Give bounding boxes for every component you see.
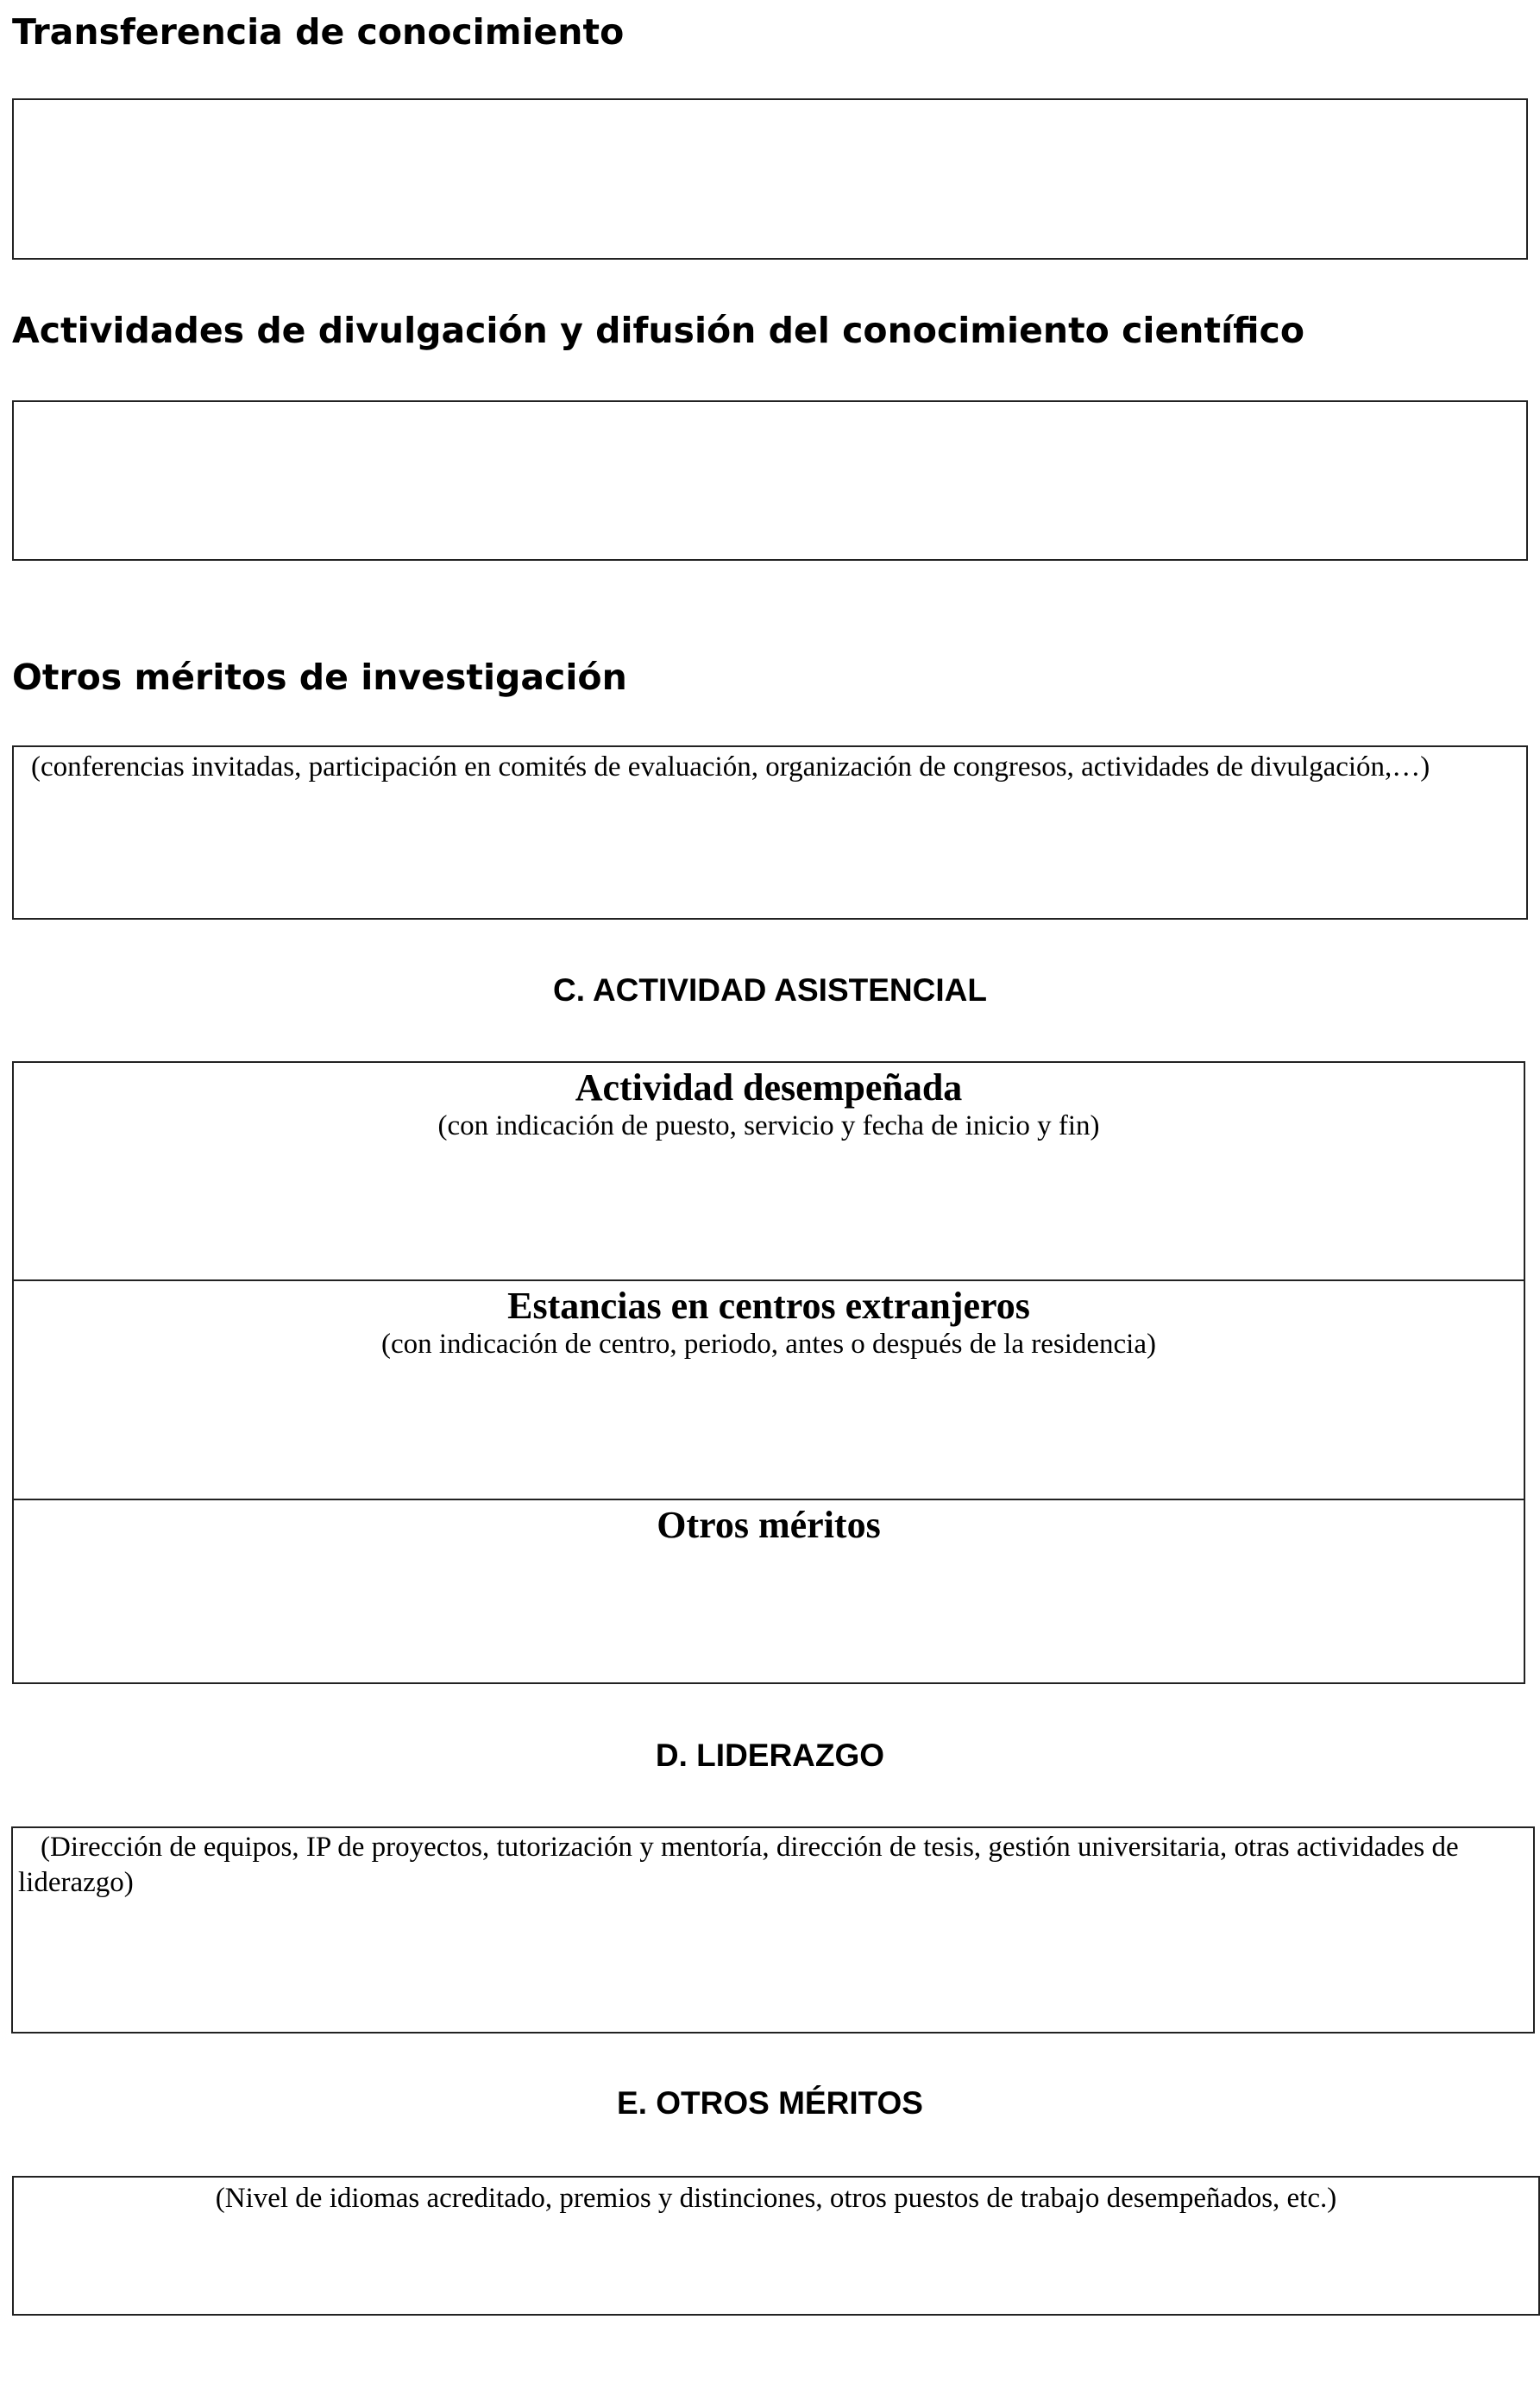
row-title: Actividad desempeñada (575, 1066, 963, 1109)
row-subtitle: (con indicación de centro, periodo, antes o después de la residencia) (381, 1329, 1156, 1360)
heading-divulgacion: Actividades de divulgación y difusión del conocimiento científico (12, 310, 1304, 351)
actividad-asistencial-table (12, 1061, 1525, 1684)
row-subtitle: (con indicación de puesto, servicio y fecha de inicio y fin) (437, 1110, 1100, 1141)
otros-meritos-investigacion-field[interactable] (12, 745, 1528, 920)
divulgacion-field[interactable] (12, 400, 1528, 561)
row-title: Estancias en centros extranjeros (507, 1285, 1030, 1327)
row-otros-meritos[interactable] (14, 1500, 1524, 1682)
row-actividad-desempenada[interactable] (14, 1063, 1524, 1281)
heading-liderazgo: D. LIDERAZGO (655, 1738, 885, 1773)
transferencia-field[interactable] (12, 98, 1528, 260)
heading-actividad-asistencial: C. ACTIVIDAD ASISTENCIAL (553, 972, 987, 1008)
liderazgo-hint: (Dirección de equipos, IP de proyectos, tutorización y mentoría, dirección de tesis, gestión universitaria, otras actividades de liderazgo) (18, 1832, 1459, 1898)
heading-transferencia: Transferencia de conocimiento (12, 11, 625, 53)
otros-meritos-hint: (Nivel de idiomas acreditado, premios y distinciones, otros puestos de trabajo desempeñados, etc.) (215, 2183, 1337, 2214)
heading-otros-meritos-investigacion: Otros méritos de investigación (12, 657, 627, 698)
heading-otros-meritos: E. OTROS MÉRITOS (617, 2085, 923, 2121)
row-estancias-extranjero[interactable] (14, 1281, 1524, 1500)
otros-meritos-investigacion-hint: (conferencias invitadas, participación en comités de evaluación, organización de congresos, actividades de divulgación,…) (31, 751, 1430, 783)
row-title: Otros méritos (657, 1504, 881, 1546)
otros-meritos-field[interactable] (12, 2176, 1540, 2316)
liderazgo-field[interactable] (11, 1826, 1535, 2034)
